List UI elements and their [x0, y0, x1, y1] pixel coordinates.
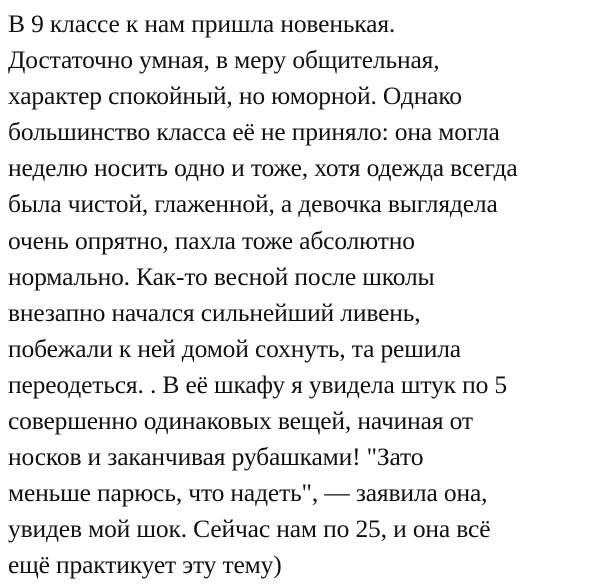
- story-line-7: очень опрятно, пахла тоже абсолютно: [8, 225, 415, 255]
- story-line-1: В 9 классе к нам пришла новенькая.: [8, 9, 396, 38]
- story-line-16: ещё практикует эту тему): [8, 550, 282, 580]
- story-line-14: меньше парюсь, что надеть", — заявила она,: [8, 478, 488, 508]
- story-line-8: нормально. Как-то весной после школы: [8, 261, 435, 291]
- story-line-12: совершенно одинаковых вещей, начиная от: [8, 406, 473, 436]
- story-line-15: увидев мой шок. Сейчас нам по 25, и она всё: [8, 514, 491, 544]
- story-line-3: характер спокойный, но юморной. Однако: [8, 81, 462, 111]
- story-line-4: большинство класса её не приняло: она могла: [8, 117, 500, 147]
- story-line-6: была чистой, глаженной, а девочка выглядела: [8, 189, 498, 219]
- story-line-11: переодеться. . В её шкафу я увидела штук по 5: [8, 369, 508, 399]
- story-line-2: Достаточно умная, в меру общительная,: [8, 45, 440, 75]
- story-text: [8, 6, 600, 584]
- story-line-10: побежали к ней домой сохнуть, та решила: [8, 333, 461, 363]
- story-line-9: внезапно начался сильнейший ливень,: [8, 297, 421, 327]
- story-line-5: неделю носить одно и тоже, хотя одежда всегда: [8, 153, 518, 183]
- story-line-13: носков и заканчивая рубашками! "Зато: [8, 442, 424, 472]
